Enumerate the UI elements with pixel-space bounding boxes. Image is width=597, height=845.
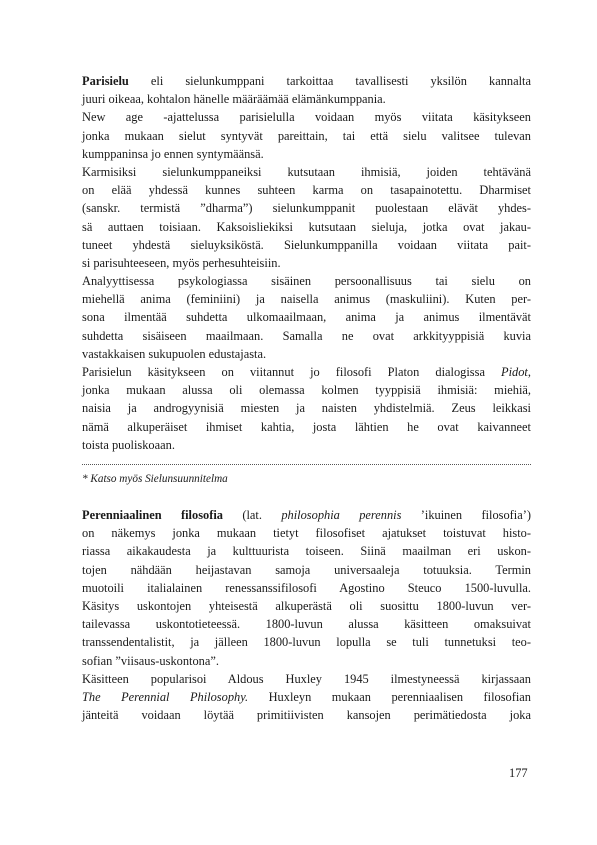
footnote-divider <box>82 464 531 465</box>
text-line: tuneet yhdestä sieluyksiköstä. Sielunkumppanilla voidaan viitata pait- <box>82 237 531 252</box>
text-line: jänteitä voidaan löytää primitiivisten kansojen perimätiedosta joka <box>82 708 531 723</box>
text-line: naisia ja androgyynisiä miesten ja naisten yhdistelmiä. Zeus leikkasi <box>82 401 531 416</box>
text-line: jonka mukaan alussa oli olemassa kolmen tyyppisiä ihmisiä: miehiä, <box>82 383 531 398</box>
text-line: kumppaninsa jo ennen syntymäänsä. <box>82 146 264 161</box>
text-line: Käsitys uskontojen yhteisestä alkuperästä oli suosittu 1800-luvun ver- <box>82 598 531 613</box>
text-line: toista puoliskoaan. <box>82 437 175 452</box>
text-line: nämä alkuperäiset ihmiset kahtia, josta lähtien he ovat kaivanneet <box>82 419 531 434</box>
book-title: The Perennial Philosophy. <box>82 689 249 704</box>
text-line: on elää yhdessä kunnes suhteen karma on tasapainotettu. Dharmiset <box>82 183 531 198</box>
entry-parisielu <box>82 72 531 454</box>
text-line: Käsitteen popularisoi Aldous Huxley 1945 ilmestyneessä kirjassaan <box>82 671 531 686</box>
text-line: Karmisiksi sielunkumppaneiksi kutsutaan ihmisiä, joiden tehtävänä <box>82 164 531 179</box>
text-line: juuri oikeaa, kohtalon hänelle määräämää elämänkumppania. <box>82 92 386 107</box>
text-line: tojen nähdään heijastavan samoja universaaleja totuuksia. Termin <box>82 562 531 577</box>
entry-term: Parisielu <box>82 74 129 88</box>
text-line: tailevassa uskontotieteessä. 1800-luvun alussa käsitteen omaksuivat <box>82 617 531 632</box>
text-line: jonka mukaan sielut syntyvät pareittain, tai että sielu valitsee tulevan <box>82 128 531 143</box>
text-line: The Perennial Philosophy. Huxleyn mukaan perenniaalisen filosofian <box>82 689 531 704</box>
text-line: suhdetta sisäiseen maailmaan. Samalla ne ovat arkkityyppisiä kuvia <box>82 328 531 343</box>
entry-perenniaalinen-filosofia <box>82 506 531 724</box>
text-line: New age -ajattelussa parisielulla voidaan myös viitata käsitykseen <box>82 110 531 125</box>
text-line: Perenniaalinen filosofia (lat. philosophia perennis ’ikuinen filosofia’) <box>82 508 531 522</box>
text-line: riassa aikakaudesta ja kulttuurista toiseen. Siinä maailman eri uskon- <box>82 544 531 559</box>
text-line: Parisielun käsitykseen on viitannut jo filosofi Platon dialogissa Pidot, <box>82 365 531 379</box>
footnote: * Katso myös Sielunsuunnitelma <box>82 473 228 485</box>
text-line: vastakkaisen sukupuolen edustajasta. <box>82 346 267 361</box>
text-line: si parisuhteeseen, myös perhesuhteisiin. <box>82 255 281 270</box>
entry-term: Perenniaalinen filosofia <box>82 508 223 522</box>
text-line: sofian ”viisaus-uskontona”. <box>82 653 219 668</box>
text-line: transsendentalistit, ja jälleen 1800-luvun lopulla se tuli tunnetuksi teo- <box>82 635 531 650</box>
page-number: 177 <box>509 766 528 780</box>
work-title: Pidot <box>501 365 528 379</box>
latin-term: philosophia perennis <box>281 508 402 522</box>
text-line: muotoili italialainen renessanssifilosofi Agostino Steuco 1500-luvulla. <box>82 580 531 595</box>
text-line: (sanskr. termistä ”dharma”) sielunkumppanit puolestaan elävät yhdes- <box>82 201 531 216</box>
text-line: on näkemys jonka mukaan tietyt filosofiset ajatukset toistuvat histo- <box>82 526 531 541</box>
text-line: sä auttaen toisiaan. Kaksoisliekiksi kutsutaan sieluja, jotka ovat jakau- <box>82 219 531 234</box>
text-line: miehellä anima (feminiini) ja naisella animus (maskuliini). Kuten per- <box>82 292 531 307</box>
text-line: sona ilmentää suhdetta ulkomaailmaan, anima ja animus ilmentävät <box>82 310 531 325</box>
text-line: Analyyttisessa psykologiassa sisäinen persoonallisuus tai sielu on <box>82 274 531 289</box>
text-line: Parisielu eli sielunkumppani tarkoittaa tavallisesti yksilön kannalta <box>82 74 531 88</box>
